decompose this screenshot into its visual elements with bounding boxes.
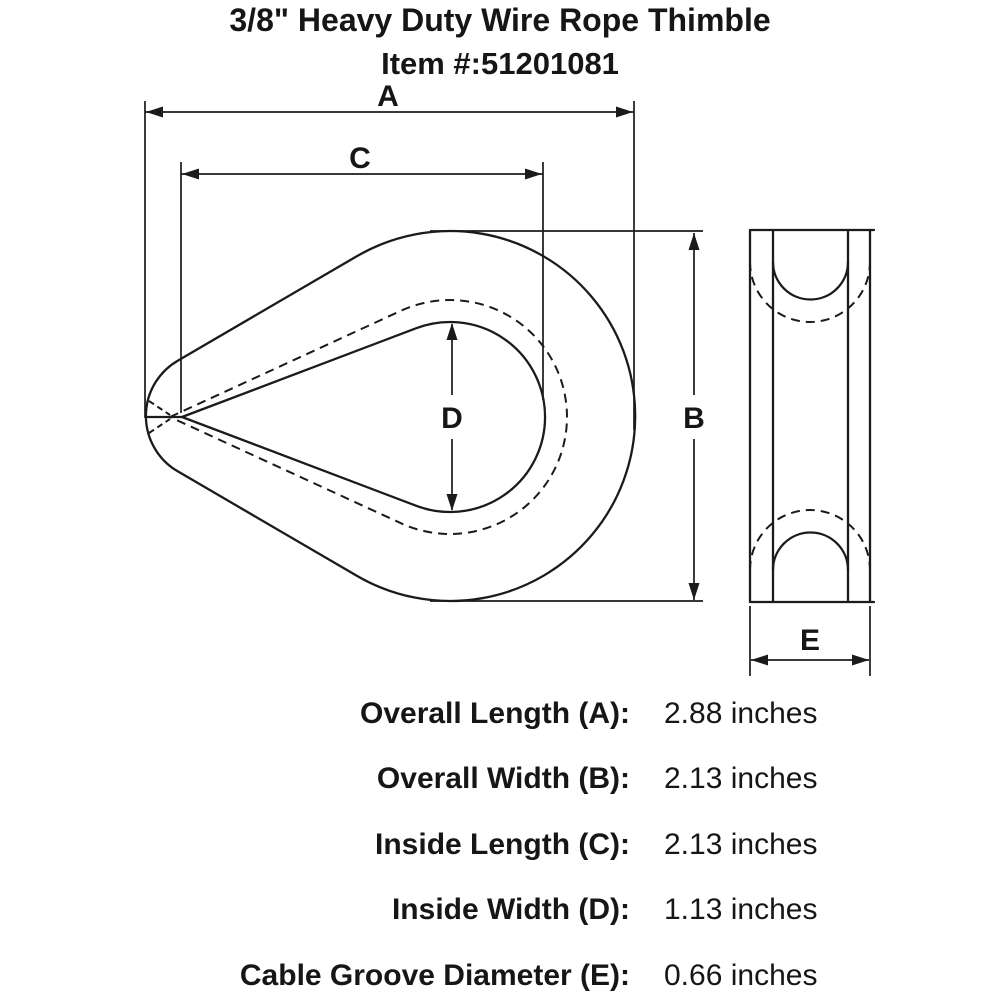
spec-label: Overall Length (A):: [359, 697, 630, 730]
spec-row-overall-width: [0, 757, 1000, 801]
page-title: 3/8" Heavy Duty Wire Rope Thimble: [229, 2, 771, 38]
dim-a-arrow-left: [146, 107, 163, 118]
spec-row-overall-length: [0, 692, 1000, 736]
bottom-groove-arc: [773, 533, 848, 571]
dim-a-label: A: [377, 80, 399, 113]
side-outline: [750, 230, 874, 602]
spec-value: 2.13 inches: [664, 762, 818, 795]
dimension-a: [145, 80, 634, 430]
outer-contour: [146, 231, 635, 601]
inner-contour: [182, 322, 545, 512]
spec-label: Overall Width (B):: [376, 762, 630, 795]
spec-label: Inside Width (D):: [391, 893, 630, 926]
dim-d-label: D: [441, 402, 463, 435]
dim-d-arrow-top: [447, 323, 458, 340]
groove-centerline-dashed: [170, 300, 567, 534]
dimension-d: [441, 323, 463, 511]
dim-a-arrow-right: [616, 107, 633, 118]
side-view: [750, 230, 874, 602]
dim-c-extension-lines: [181, 162, 543, 413]
dimension-e: [750, 606, 870, 676]
spec-value: 2.88 inches: [664, 697, 818, 730]
spec-label: Cable Groove Diameter (E):: [239, 959, 630, 992]
item-number: Item #:51201081: [381, 46, 619, 81]
dim-e-arrow-left: [751, 655, 768, 666]
spec-value: 2.13 inches: [664, 828, 818, 861]
dim-c-arrow-right: [525, 169, 542, 180]
spec-row-inside-length: [0, 823, 1000, 867]
dim-b-arrow-top: [689, 233, 700, 250]
dim-e-arrow-right: [852, 655, 869, 666]
spec-row-cable-groove-diameter: [0, 954, 1000, 998]
dim-b-label: B: [683, 402, 705, 435]
top-groove-arc: [773, 262, 848, 300]
spec-label: Inside Length (C):: [375, 828, 630, 861]
top-cable-circle-dashed: [750, 262, 870, 322]
dim-e-label: E: [799, 624, 821, 657]
dimension-c: [181, 142, 543, 413]
dim-c-label: C: [349, 142, 371, 175]
front-view: [146, 231, 635, 601]
bottom-cable-circle-dashed: [750, 510, 870, 570]
dim-d-arrow-bottom: [447, 494, 458, 511]
spec-row-inside-width: [0, 888, 1000, 932]
spec-value: 0.66 inches: [664, 959, 818, 992]
spec-value: 1.13 inches: [664, 893, 818, 926]
dim-c-arrow-left: [182, 169, 199, 180]
dim-b-arrow-bottom: [689, 583, 700, 600]
